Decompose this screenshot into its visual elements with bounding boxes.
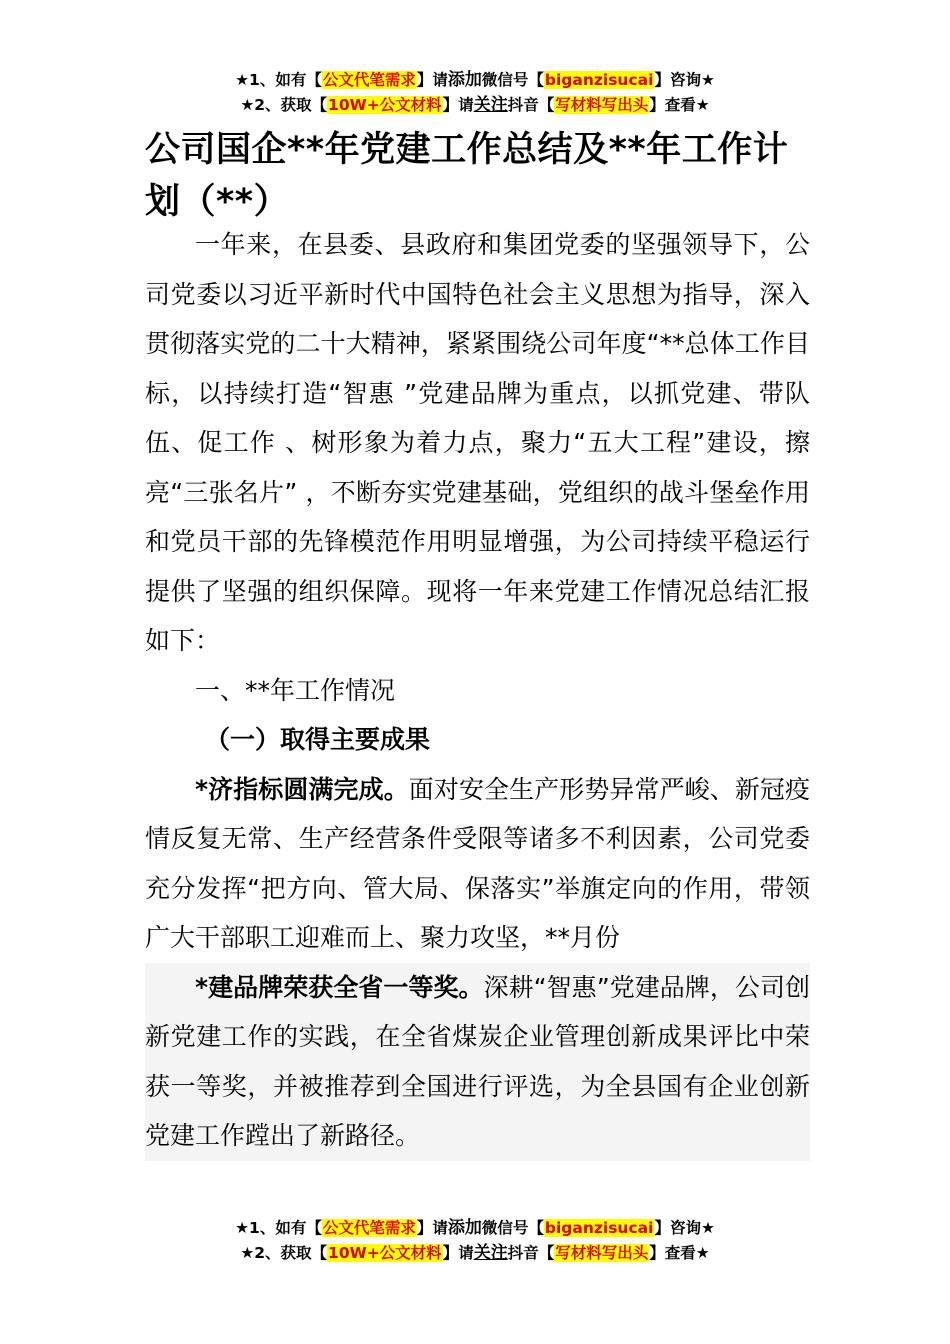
promo-text: ★1、如有【 xyxy=(235,71,322,89)
promo-highlight: 公文代笔需求 xyxy=(322,1219,416,1237)
douyin-highlight: 写材料写出头 xyxy=(555,96,649,114)
document-title: 公司国企**年党建工作总结及**年工作计划（**） xyxy=(145,130,789,222)
promo-highlight: 10W+公文材料 xyxy=(328,1244,442,1262)
promo-text: ★1、如有【 xyxy=(235,1219,322,1237)
wechat-id-highlight: biganzisucai xyxy=(544,1219,654,1237)
promo-text: 关注 xyxy=(473,1243,508,1263)
paragraph-economic-indicators xyxy=(145,765,810,963)
excerpt-block xyxy=(145,963,810,1161)
promo-highlight: 10W+公文材料 xyxy=(328,96,442,114)
promo-text: 】查看★ xyxy=(649,1244,710,1262)
promo-line-1 xyxy=(0,1216,950,1241)
promo-text: 】请 xyxy=(416,1219,448,1237)
promo-text: 关注 xyxy=(473,95,508,115)
promo-text: 微信号【 xyxy=(481,71,544,89)
promo-text: 添加 xyxy=(447,1218,482,1238)
paragraph-lead: *建品牌荣获全省一等奖。 xyxy=(195,972,484,1002)
promo-text: 抖音【 xyxy=(507,96,555,114)
promo-text: 】请 xyxy=(442,1244,474,1262)
promo-text: 微信号【 xyxy=(481,1219,544,1237)
promo-banner-top xyxy=(0,68,950,118)
paragraph-party-brand xyxy=(145,963,810,1161)
intro-paragraph: 一年来，在县委、县政府和集团党委的坚强领导下，公司党委以习近平新时代中国特色社会主义思想为指导，深入贯彻落实党的二十大精神，紧紧围绕公司年度“**总体工作目标，以持续打造“智惠 ”党建品牌为重点，以抓党建、带队伍、促工作 、树形象为着力点，聚力“五大工程”建设，擦亮“三张名片” ，不断夯实党建基础，党组织的战斗堡垒作用和党员干部的先锋模范作用明显增强，为公司持续平稳运行提供了坚强的组织保障。现将一年来党建工作情况总结汇报如下： xyxy=(145,230,810,655)
promo-text: ★2、获取【 xyxy=(240,96,328,114)
promo-text: 】咨询★ xyxy=(654,1219,715,1237)
promo-line-2 xyxy=(0,93,950,118)
promo-highlight: 公文代笔需求 xyxy=(322,71,416,89)
promo-line-1 xyxy=(0,68,950,93)
promo-banner-bottom xyxy=(0,1216,950,1266)
paragraph-lead: *济指标圆满完成。 xyxy=(195,774,409,804)
promo-line-2 xyxy=(0,1241,950,1266)
promo-text: 】请 xyxy=(442,96,474,114)
promo-text: 抖音【 xyxy=(507,1244,555,1262)
document-body xyxy=(145,220,810,1161)
paragraph-text: 面对安全生产形势异常严峻、新冠疫情反复无常、生产经营条件受限等诸多不利因素，公司党委充分发挥“把方向、管大局、保落实”举旗定向的作用，带领广大干部职工迎难而上、聚力攻坚，**月份 xyxy=(145,774,810,952)
promo-text: 】查看★ xyxy=(649,96,710,114)
subsection-heading: （一）取得主要成果 xyxy=(205,725,431,754)
wechat-id-highlight: biganzisucai xyxy=(544,71,654,89)
douyin-highlight: 写材料写出头 xyxy=(555,1244,649,1262)
section-heading: 一、**年工作情况 xyxy=(195,675,396,705)
paragraph-text: 深耕“智惠”党建品牌，公司创新党建工作的实践，在全省煤炭企业管理创新成果评比中荣获一等奖，并被推荐到全国进行评选，为全县国有企业创新党建工作蹚出了新路径。 xyxy=(145,972,810,1150)
promo-text: 添加 xyxy=(447,70,482,90)
promo-text: ★2、获取【 xyxy=(240,1244,328,1262)
promo-text: 】请 xyxy=(416,71,448,89)
promo-text: 】咨询★ xyxy=(654,71,715,89)
